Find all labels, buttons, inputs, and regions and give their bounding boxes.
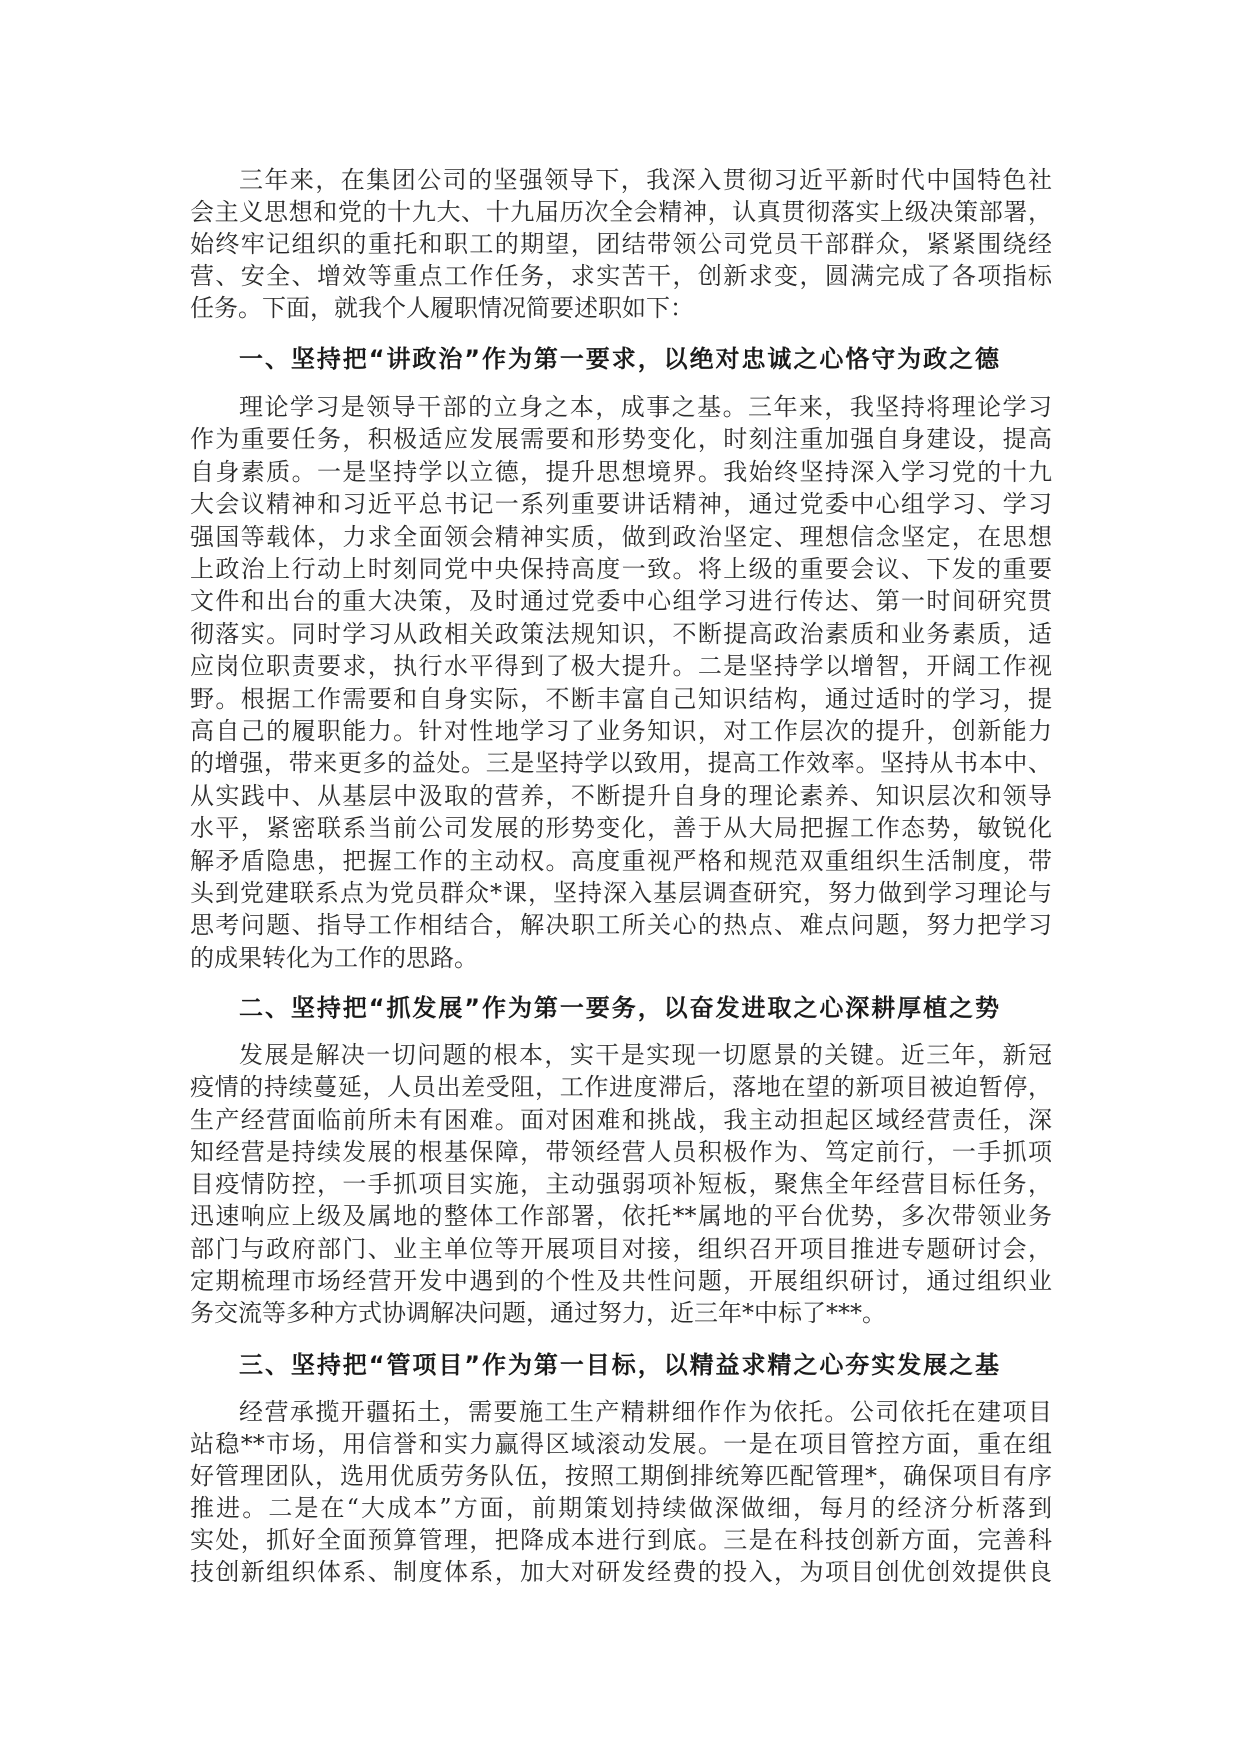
paragraph-line: 营、安全、增效等重点工作任务，求实苦干，创新求变，圆满完成了各项指标 [190, 262, 1052, 290]
paragraph-line: 应岗位职责要求，执行水平得到了极大提升。二是坚持学以增智，开阔工作视 [190, 652, 1052, 681]
paragraph-line: 大会议精神和习近平总书记一系列重要讲话精神，通过党委中心组学习、学习 [190, 490, 1052, 519]
paragraph-line: 三年来，在集团公司的坚强领导下，我深入贯彻习近平新时代中国特色社 [239, 166, 1052, 194]
paragraph-line: 野。根据工作需要和自身实际，不断丰富自己知识结构，通过适时的学习，提 [190, 684, 1052, 713]
paragraph-line: 实处，抓好全面预算管理，把降成本进行到底。三是在科技创新方面，完善科 [190, 1526, 1052, 1554]
paragraph-line: 理论学习是领导干部的立身之本，成事之基。三年来，我坚持将理论学习 [239, 393, 1052, 421]
paragraph-line: 务交流等多种方式协调解决问题，通过努力，近三年*中标了***。 [190, 1299, 886, 1327]
paragraph-line: 任务。下面，就我个人履职情况简要述职如下： [190, 294, 694, 322]
paragraph-line: 好管理团队，选用优质劳务队伍，按照工期倒排统筹匹配管理*，确保项目有序 [190, 1462, 1052, 1490]
paragraph-line: 迅速响应上级及属地的整体工作部署，依托**属地的平台优势，多次带领业务 [190, 1202, 1052, 1231]
paragraph-line: 自身素质。一是坚持学以立德，提升思想境界。我始终坚持深入学习党的十九 [190, 457, 1052, 486]
paragraph-line: 解矛盾隐患，把握工作的主动权。高度重视严格和规范双重组织生活制度，带 [190, 846, 1052, 875]
paragraph-line: 推进。二是在“大成本”方面，前期策划持续做深做细，每月的经济分析落到 [190, 1494, 1052, 1522]
paragraph-line: 上政治上行动上时刻同党中央保持高度一致。将上级的重要会议、下发的重要 [190, 555, 1052, 583]
paragraph-line: 高自己的履职能力。针对性地学习了业务知识，对工作层次的提升，创新能力 [190, 717, 1052, 745]
section-heading: 一、坚持把“讲政治”作为第一要求，以绝对忠诚之心恪守为政之德 [239, 345, 999, 373]
paragraph-line: 思考问题、指导工作相结合，解决职工所关心的热点、难点问题，努力把学习 [190, 911, 1052, 940]
paragraph-line: 的增强，带来更多的益处。三是坚持学以致用，提高工作效率。坚持从书本中、 [190, 749, 1052, 778]
paragraph-line: 知经营是持续发展的根基保障，带领经营人员积极作为、笃定前行，一手抓项 [190, 1137, 1052, 1166]
section-heading: 三、坚持把“管项目”作为第一目标，以精益求精之心夯实发展之基 [239, 1351, 999, 1379]
paragraph-line: 部门与政府部门、业主单位等开展项目对接，组织召开项目推进专题研讨会， [190, 1234, 1052, 1263]
paragraph-line: 头到党建联系点为党员群众*课，坚持深入基层调查研究，努力做到学习理论与 [190, 879, 1052, 907]
paragraph-line: 会主义思想和党的十九大、十九届历次全会精神，认真贯彻落实上级决策部署， [190, 198, 1052, 226]
section-heading: 二、坚持把“抓发展”作为第一要务，以奋发进取之心深耕厚植之势 [239, 994, 999, 1022]
paragraph-line: 经营承揽开疆拓土，需要施工生产精耕细作作为依托。公司依托在建项目 [239, 1398, 1052, 1426]
paragraph-line: 强国等载体，力求全面领会精神实质，做到政治坚定、理想信念坚定，在思想 [190, 522, 1052, 551]
paragraph-line: 目疫情防控，一手抓项目实施，主动强弱项补短板，聚焦全年经营目标任务， [190, 1170, 1052, 1198]
paragraph-line: 定期梳理市场经营开发中遇到的个性及共性问题，开展组织研讨，通过组织业 [190, 1266, 1052, 1295]
paragraph-line: 生产经营面临前所未有困难。面对困难和挑战，我主动担起区域经营责任，深 [190, 1105, 1052, 1134]
paragraph-line: 发展是解决一切问题的根本，实干是实现一切愿景的关键。近三年，新冠 [239, 1041, 1052, 1069]
paragraph-line: 文件和出台的重大决策，及时通过党委中心组学习进行传达、第一时间研究贯 [190, 587, 1052, 616]
paragraph-line: 技创新组织体系、制度体系，加大对研发经费的投入，为项目创优创效提供良 [190, 1558, 1052, 1586]
paragraph-line: 水平，紧密联系当前公司发展的形势变化，善于从大局把握工作态势，敏锐化 [190, 814, 1052, 843]
paragraph-line: 从实践中、从基层中汲取的营养，不断提升自身的理论素养、知识层次和领导 [190, 781, 1052, 810]
paragraph-line: 作为重要任务，积极适应发展需要和形势变化，时刻注重加强自身建设，提高 [190, 425, 1052, 454]
paragraph-line: 彻落实。同时学习从政相关政策法规知识，不断提高政治素质和业务素质，适 [190, 619, 1052, 648]
paragraph-line: 疫情的持续蔓延，人员出差受阻，工作进度滞后，落地在望的新项目被迫暂停， [190, 1073, 1052, 1102]
paragraph-line: 始终牢记组织的重托和职工的期望，团结带领公司党员干部群众，紧紧围绕经 [190, 230, 1052, 258]
paragraph-line: 的成果转化为工作的思路。 [190, 943, 478, 972]
paragraph-line: 站稳**市场，用信誉和实力赢得区域滚动发展。一是在项目管控方面，重在组 [190, 1430, 1052, 1458]
